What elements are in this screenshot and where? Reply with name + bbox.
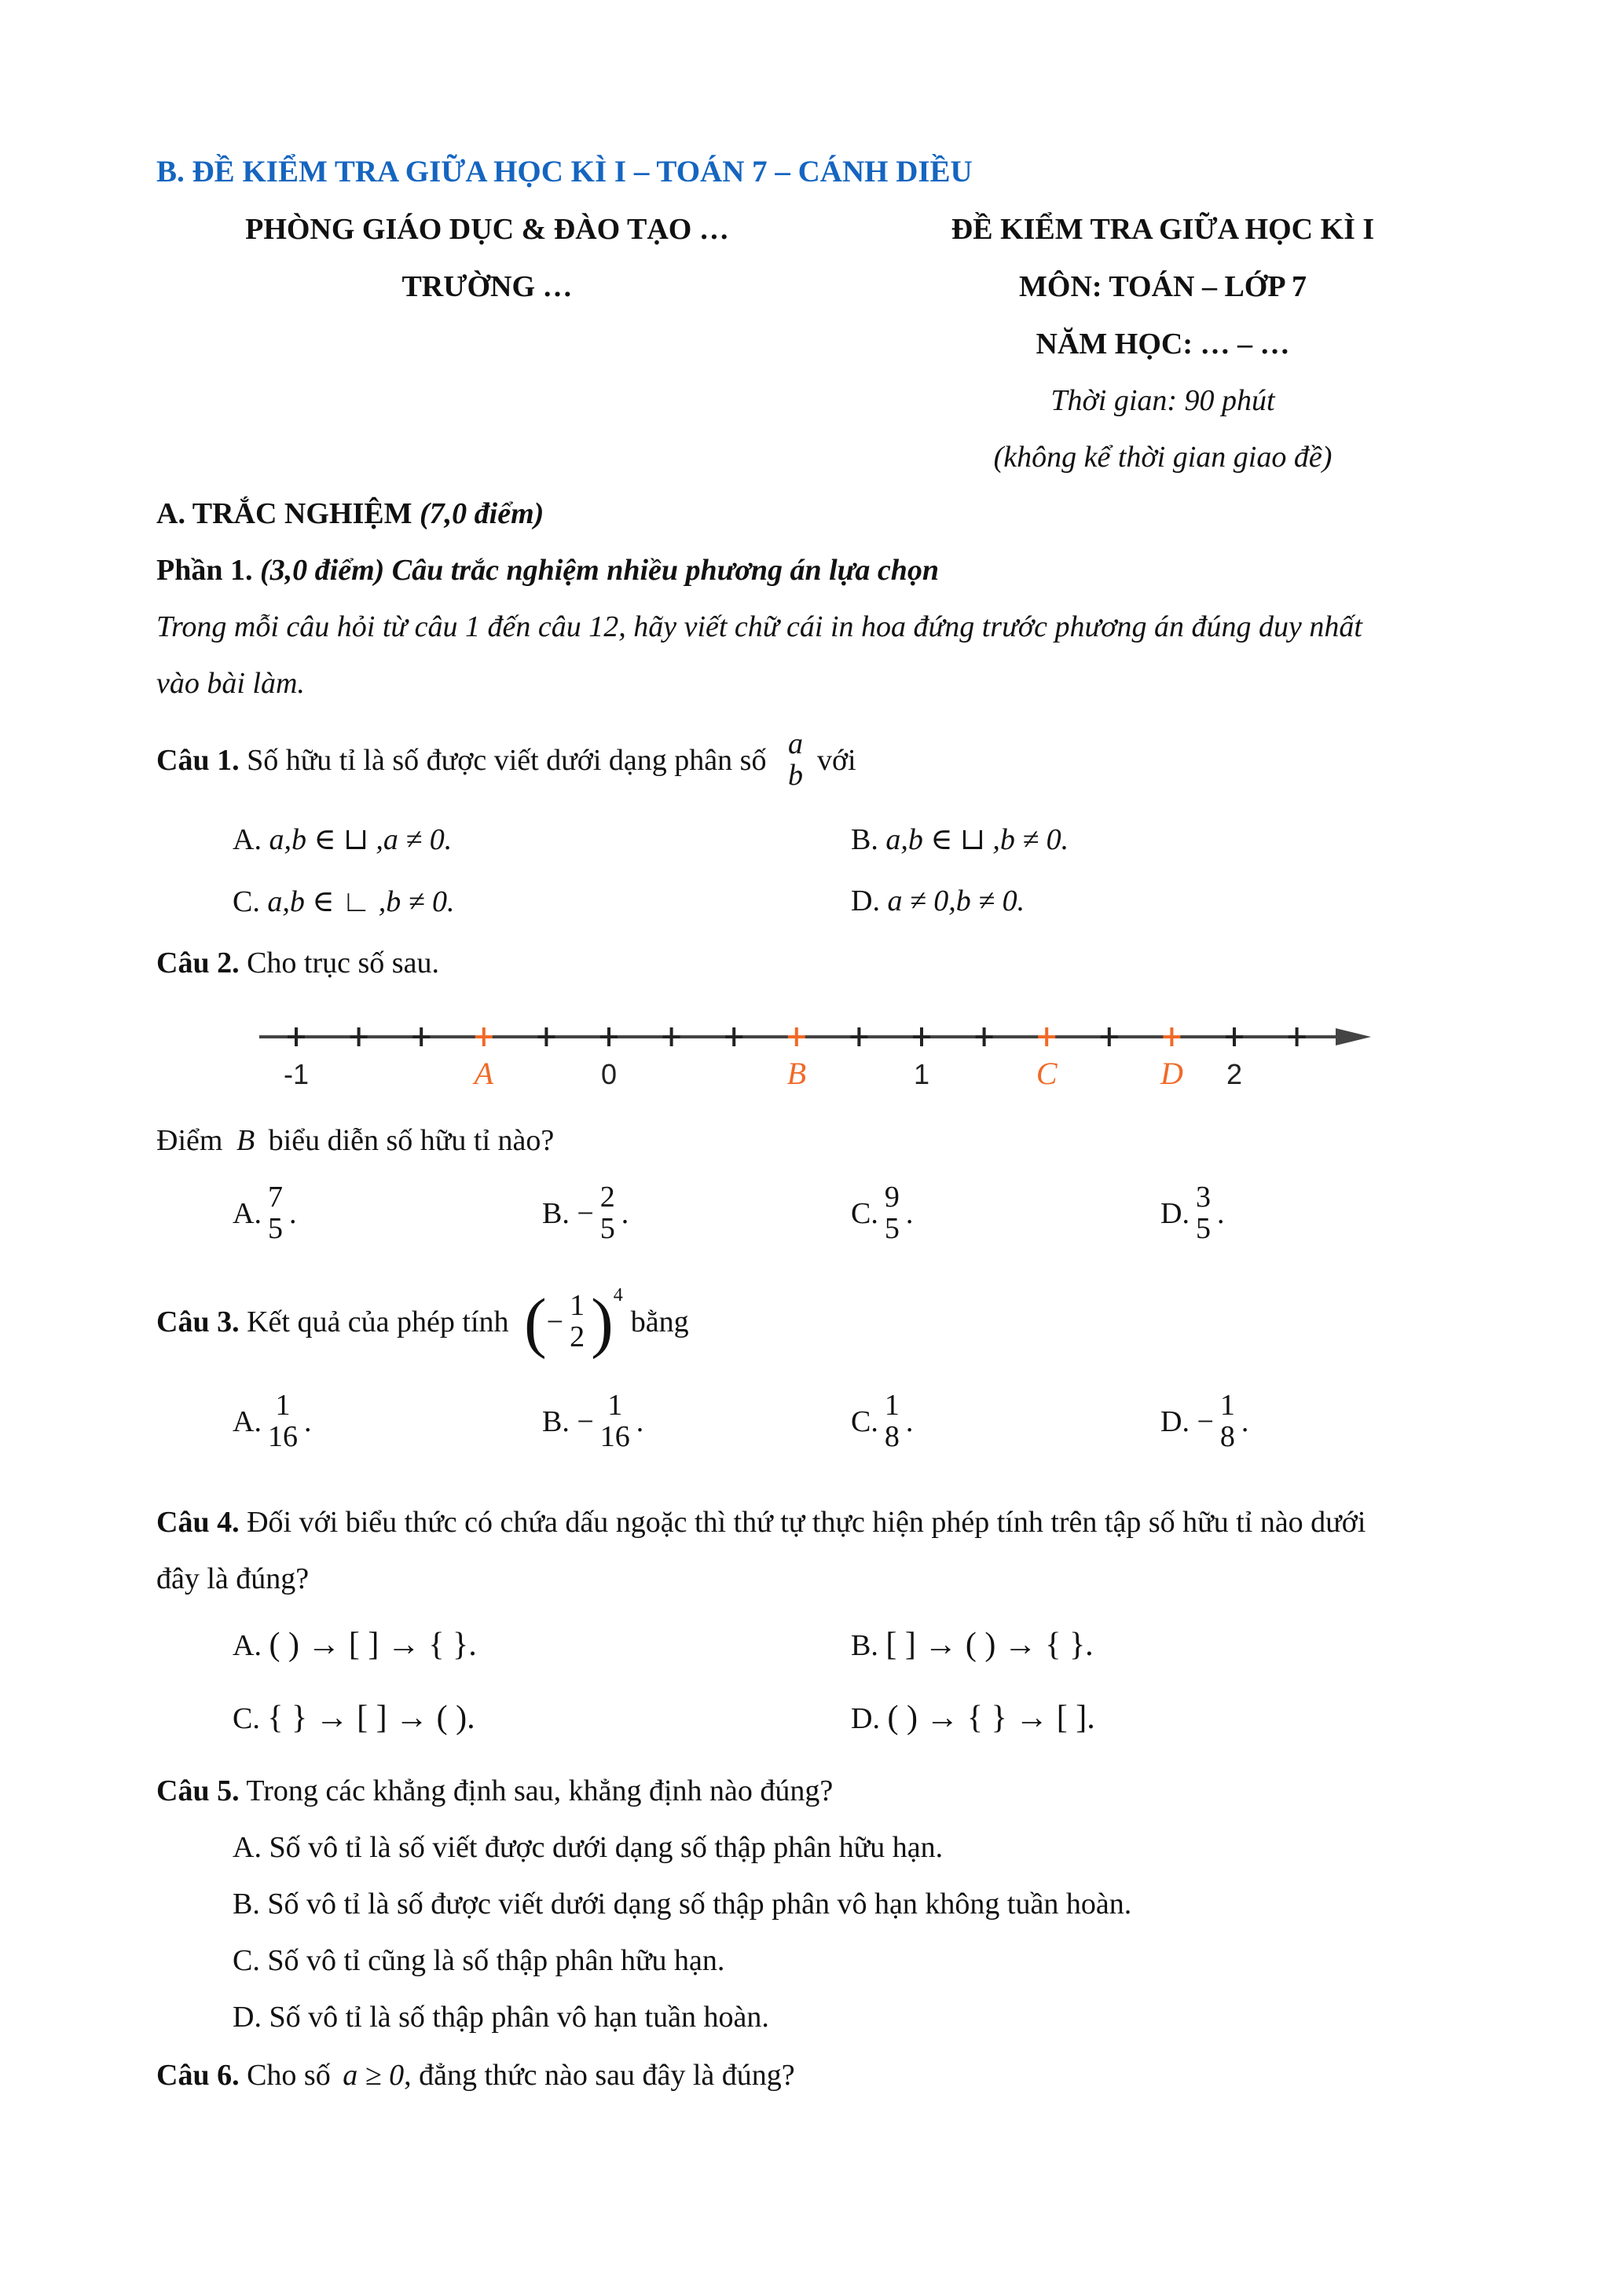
q3-stem	[156, 1284, 689, 1360]
phan1-label: Phần 1.	[156, 554, 253, 587]
q3-expr-den: 2	[570, 1320, 585, 1353]
q4-stem-line1	[156, 1505, 1366, 1540]
q6-label: Câu 6.	[156, 2059, 240, 2092]
q3-expr-sign: −	[546, 1305, 564, 1338]
phan1-heading	[156, 553, 939, 588]
number-line	[251, 1005, 1383, 1108]
q6-text-post: , đẳng thức nào sau đây là đúng?	[404, 2059, 795, 2092]
q3-expr-num: 1	[570, 1289, 585, 1323]
q3-b-sign: −	[577, 1404, 594, 1438]
q1-option-d[interactable]	[851, 884, 1025, 918]
q6-math: a ≥ 0	[343, 2059, 405, 2092]
q3-b-num: 1	[607, 1389, 623, 1422]
q1-fraction	[785, 729, 806, 792]
q3-option-d[interactable]: D. − 1 8 .	[1160, 1389, 1249, 1453]
q2-b-num: 2	[599, 1181, 615, 1214]
q4-b-math: [ ] → ( ) → { }.	[885, 1627, 1094, 1663]
q3-a-fraction	[265, 1390, 301, 1453]
tick-label: 2	[1226, 1058, 1243, 1090]
q3-c-num: 1	[884, 1389, 900, 1422]
q2-option-a[interactable]: A. 7 5 .	[233, 1181, 297, 1245]
q2-b-letter: B.	[542, 1196, 570, 1230]
q5-option-a[interactable]: A. Số vô tỉ là số viết được dưới dạng số thập phân hữu hạn.	[233, 1831, 944, 1864]
q6-text-pre: Cho số	[247, 2059, 331, 2092]
tick-label: 1	[913, 1058, 930, 1090]
q1-b-letter: B.	[851, 823, 878, 856]
q2-stem	[156, 946, 439, 980]
q2-c-den: 5	[884, 1211, 900, 1245]
q5-label: Câu 5.	[156, 1774, 240, 1807]
q2-label: Câu 2.	[156, 947, 240, 980]
section-title: B. ĐỀ KIỂM TRA GIỮA HỌC KÌ I – TOÁN 7 – CÁNH DIỀU	[156, 155, 973, 189]
q1-b-math: a,b ∈ ⊔ ,b ≠ 0.	[885, 823, 1069, 856]
q3-d-num: 1	[1219, 1389, 1235, 1422]
q4-text-line1: Đối với biểu thức có chứa dấu ngoặc thì thứ tự thực hiện phép tính trên tập số hữu tỉ nào dưới	[247, 1506, 1366, 1539]
q5-text: Trong các khẳng định sau, khẳng định nào đúng?	[246, 1774, 834, 1807]
q2-b-sign: −	[577, 1196, 594, 1230]
tick-label: 0	[600, 1058, 618, 1090]
header-right-line1: ĐỀ KIỂM TRA GIỮA HỌC KÌ I	[951, 213, 1375, 246]
q4-option-a[interactable]	[233, 1626, 477, 1664]
phan1-title: (3,0 điểm) Câu trắc nghiệm nhiều phương án lựa chọn	[259, 554, 940, 587]
q1-text: Số hữu tỉ là số được viết dưới dạng phân số	[247, 743, 767, 777]
point-label-c: C	[1036, 1056, 1058, 1091]
q4-b-letter: B.	[851, 1629, 878, 1662]
q1-c-letter: C.	[233, 885, 260, 918]
q4-d-letter: D.	[851, 1702, 880, 1735]
header-right-line4: Thời gian: 90 phút	[1050, 384, 1275, 417]
q1-d-math: a ≠ 0,b ≠ 0.	[887, 884, 1025, 917]
q2-a-fraction	[265, 1182, 286, 1245]
q2-question	[156, 1123, 554, 1158]
q2-c-letter: C.	[851, 1196, 878, 1230]
q1-option-c[interactable]	[233, 884, 455, 919]
header-right-line3: NĂM HỌC: … – …	[1036, 328, 1290, 361]
q2-d-fraction	[1193, 1182, 1214, 1245]
q3-a-num: 1	[275, 1389, 291, 1422]
q3-d-den: 8	[1219, 1419, 1235, 1453]
q3-option-c[interactable]: C. 1 8 .	[851, 1389, 914, 1453]
q4-label: Câu 4.	[156, 1506, 240, 1539]
q3-option-a[interactable]: A. 1 16 .	[233, 1389, 312, 1453]
q3-after: bằng	[630, 1305, 689, 1338]
q3-b-letter: B.	[542, 1404, 570, 1438]
q3-d-sign: −	[1197, 1404, 1214, 1438]
part-a-heading	[156, 496, 544, 531]
q5-option-c[interactable]: C. Số vô tỉ cũng là số thập phân hữu hạn.	[233, 1944, 725, 1977]
q2-d-num: 3	[1195, 1181, 1211, 1214]
q2-option-d[interactable]: D. 3 5 .	[1160, 1181, 1225, 1245]
q3-a-den: 16	[267, 1419, 298, 1453]
q1-a-math: a,b ∈ ⊔ ,a ≠ 0.	[269, 823, 453, 856]
phan1-instruction-line1: Trong mỗi câu hỏi từ câu 1 đến câu 12, hãy viết chữ cái in hoa đứng trước phương án đúng duy nhất	[156, 610, 1362, 643]
q5-option-d[interactable]: D. Số vô tỉ là số thập phân vô hạn tuần hoàn.	[233, 2001, 769, 2034]
header-left-line2: TRƯỜNG …	[401, 270, 573, 303]
q3-c-den: 8	[884, 1419, 900, 1453]
q1-frac-den: b	[787, 758, 803, 792]
q4-text-line2: đây là đúng?	[156, 1562, 310, 1595]
q4-c-letter: C.	[233, 1702, 260, 1735]
q3-c-letter: C.	[851, 1404, 878, 1438]
q4-option-b[interactable]	[851, 1626, 1094, 1664]
phan1-instruction-line2: vào bài làm.	[156, 667, 305, 700]
tick-label: -1	[283, 1058, 310, 1090]
q2-question-var: B	[236, 1124, 255, 1157]
number-line-arrow	[1336, 1028, 1371, 1045]
q1-option-a[interactable]	[233, 822, 452, 857]
q2-text: Cho trục số sau.	[247, 947, 439, 980]
q2-question-post: biểu diễn số hữu tỉ nào?	[268, 1124, 555, 1157]
q2-c-fraction	[882, 1182, 903, 1245]
q2-d-den: 5	[1195, 1211, 1211, 1245]
q1-frac-num: a	[787, 727, 803, 760]
q3-expression	[524, 1284, 623, 1360]
q4-d-math: ( ) → { } → [ ].	[887, 1700, 1095, 1736]
q2-d-letter: D.	[1160, 1196, 1190, 1230]
q1-option-b[interactable]	[851, 822, 1069, 857]
header-right-line5: (không kể thời gian giao đề)	[993, 441, 1333, 474]
q2-b-fraction	[597, 1182, 618, 1245]
q3-right-paren: )	[591, 1284, 614, 1360]
q3-a-letter: A.	[233, 1404, 262, 1438]
q3-c-fraction	[882, 1390, 903, 1453]
q4-c-math: { } → [ ] → ( ).	[267, 1700, 475, 1736]
point-label-d: D	[1160, 1056, 1183, 1091]
q2-a-letter: A.	[233, 1196, 262, 1230]
q1-d-letter: D.	[851, 884, 880, 917]
q3-b-den: 16	[599, 1419, 630, 1453]
header-right-line2: MÔN: TOÁN – LỚP 7	[1019, 270, 1307, 303]
point-label-a: A	[474, 1056, 494, 1091]
part-a-points: (7,0 điểm)	[420, 497, 544, 530]
q3-left-paren: (	[524, 1284, 547, 1360]
q2-a-num: 7	[267, 1181, 283, 1214]
q1-a-letter: A.	[233, 823, 262, 856]
q3-expr-exp: 4	[613, 1285, 623, 1305]
q3-text: Kết quả của phép tính	[247, 1305, 509, 1338]
q1-c-math: a,b ∈ ∟ ,b ≠ 0.	[267, 885, 455, 918]
q4-option-d[interactable]	[851, 1699, 1095, 1737]
part-a-label: A. TRẮC NGHIỆM	[156, 497, 412, 530]
q4-a-math: ( ) → [ ] → { }.	[269, 1627, 477, 1663]
point-label-b: B	[786, 1056, 807, 1091]
q2-a-den: 5	[267, 1211, 283, 1245]
q3-d-letter: D.	[1160, 1404, 1190, 1438]
q3-label: Câu 3.	[156, 1305, 240, 1338]
q3-d-fraction	[1217, 1390, 1238, 1453]
q3-b-fraction	[597, 1390, 633, 1453]
q2-option-c[interactable]: C. 9 5 .	[851, 1181, 914, 1245]
q6-stem	[156, 2058, 795, 2093]
q4-option-c[interactable]	[233, 1699, 475, 1737]
q4-a-letter: A.	[233, 1629, 262, 1662]
q5-option-b[interactable]: B. Số vô tỉ là số được viết dưới dạng số thập phân vô hạn không tuần hoàn.	[233, 1888, 1132, 1921]
q2-question-pre: Điểm	[156, 1124, 223, 1157]
header-left-line1: PHÒNG GIÁO DỤC & ĐÀO TẠO …	[245, 213, 729, 246]
q1-stem	[156, 729, 856, 792]
q1-after: với	[816, 743, 856, 777]
q2-option-b[interactable]: B. − 2 5 .	[542, 1181, 629, 1245]
q2-c-num: 9	[884, 1181, 900, 1214]
q5-stem	[156, 1774, 833, 1808]
q1-label: Câu 1.	[156, 743, 240, 777]
q3-option-b[interactable]: B. − 1 16 .	[542, 1389, 644, 1453]
q2-b-den: 5	[599, 1211, 615, 1245]
q3-expr-fraction	[566, 1291, 588, 1353]
